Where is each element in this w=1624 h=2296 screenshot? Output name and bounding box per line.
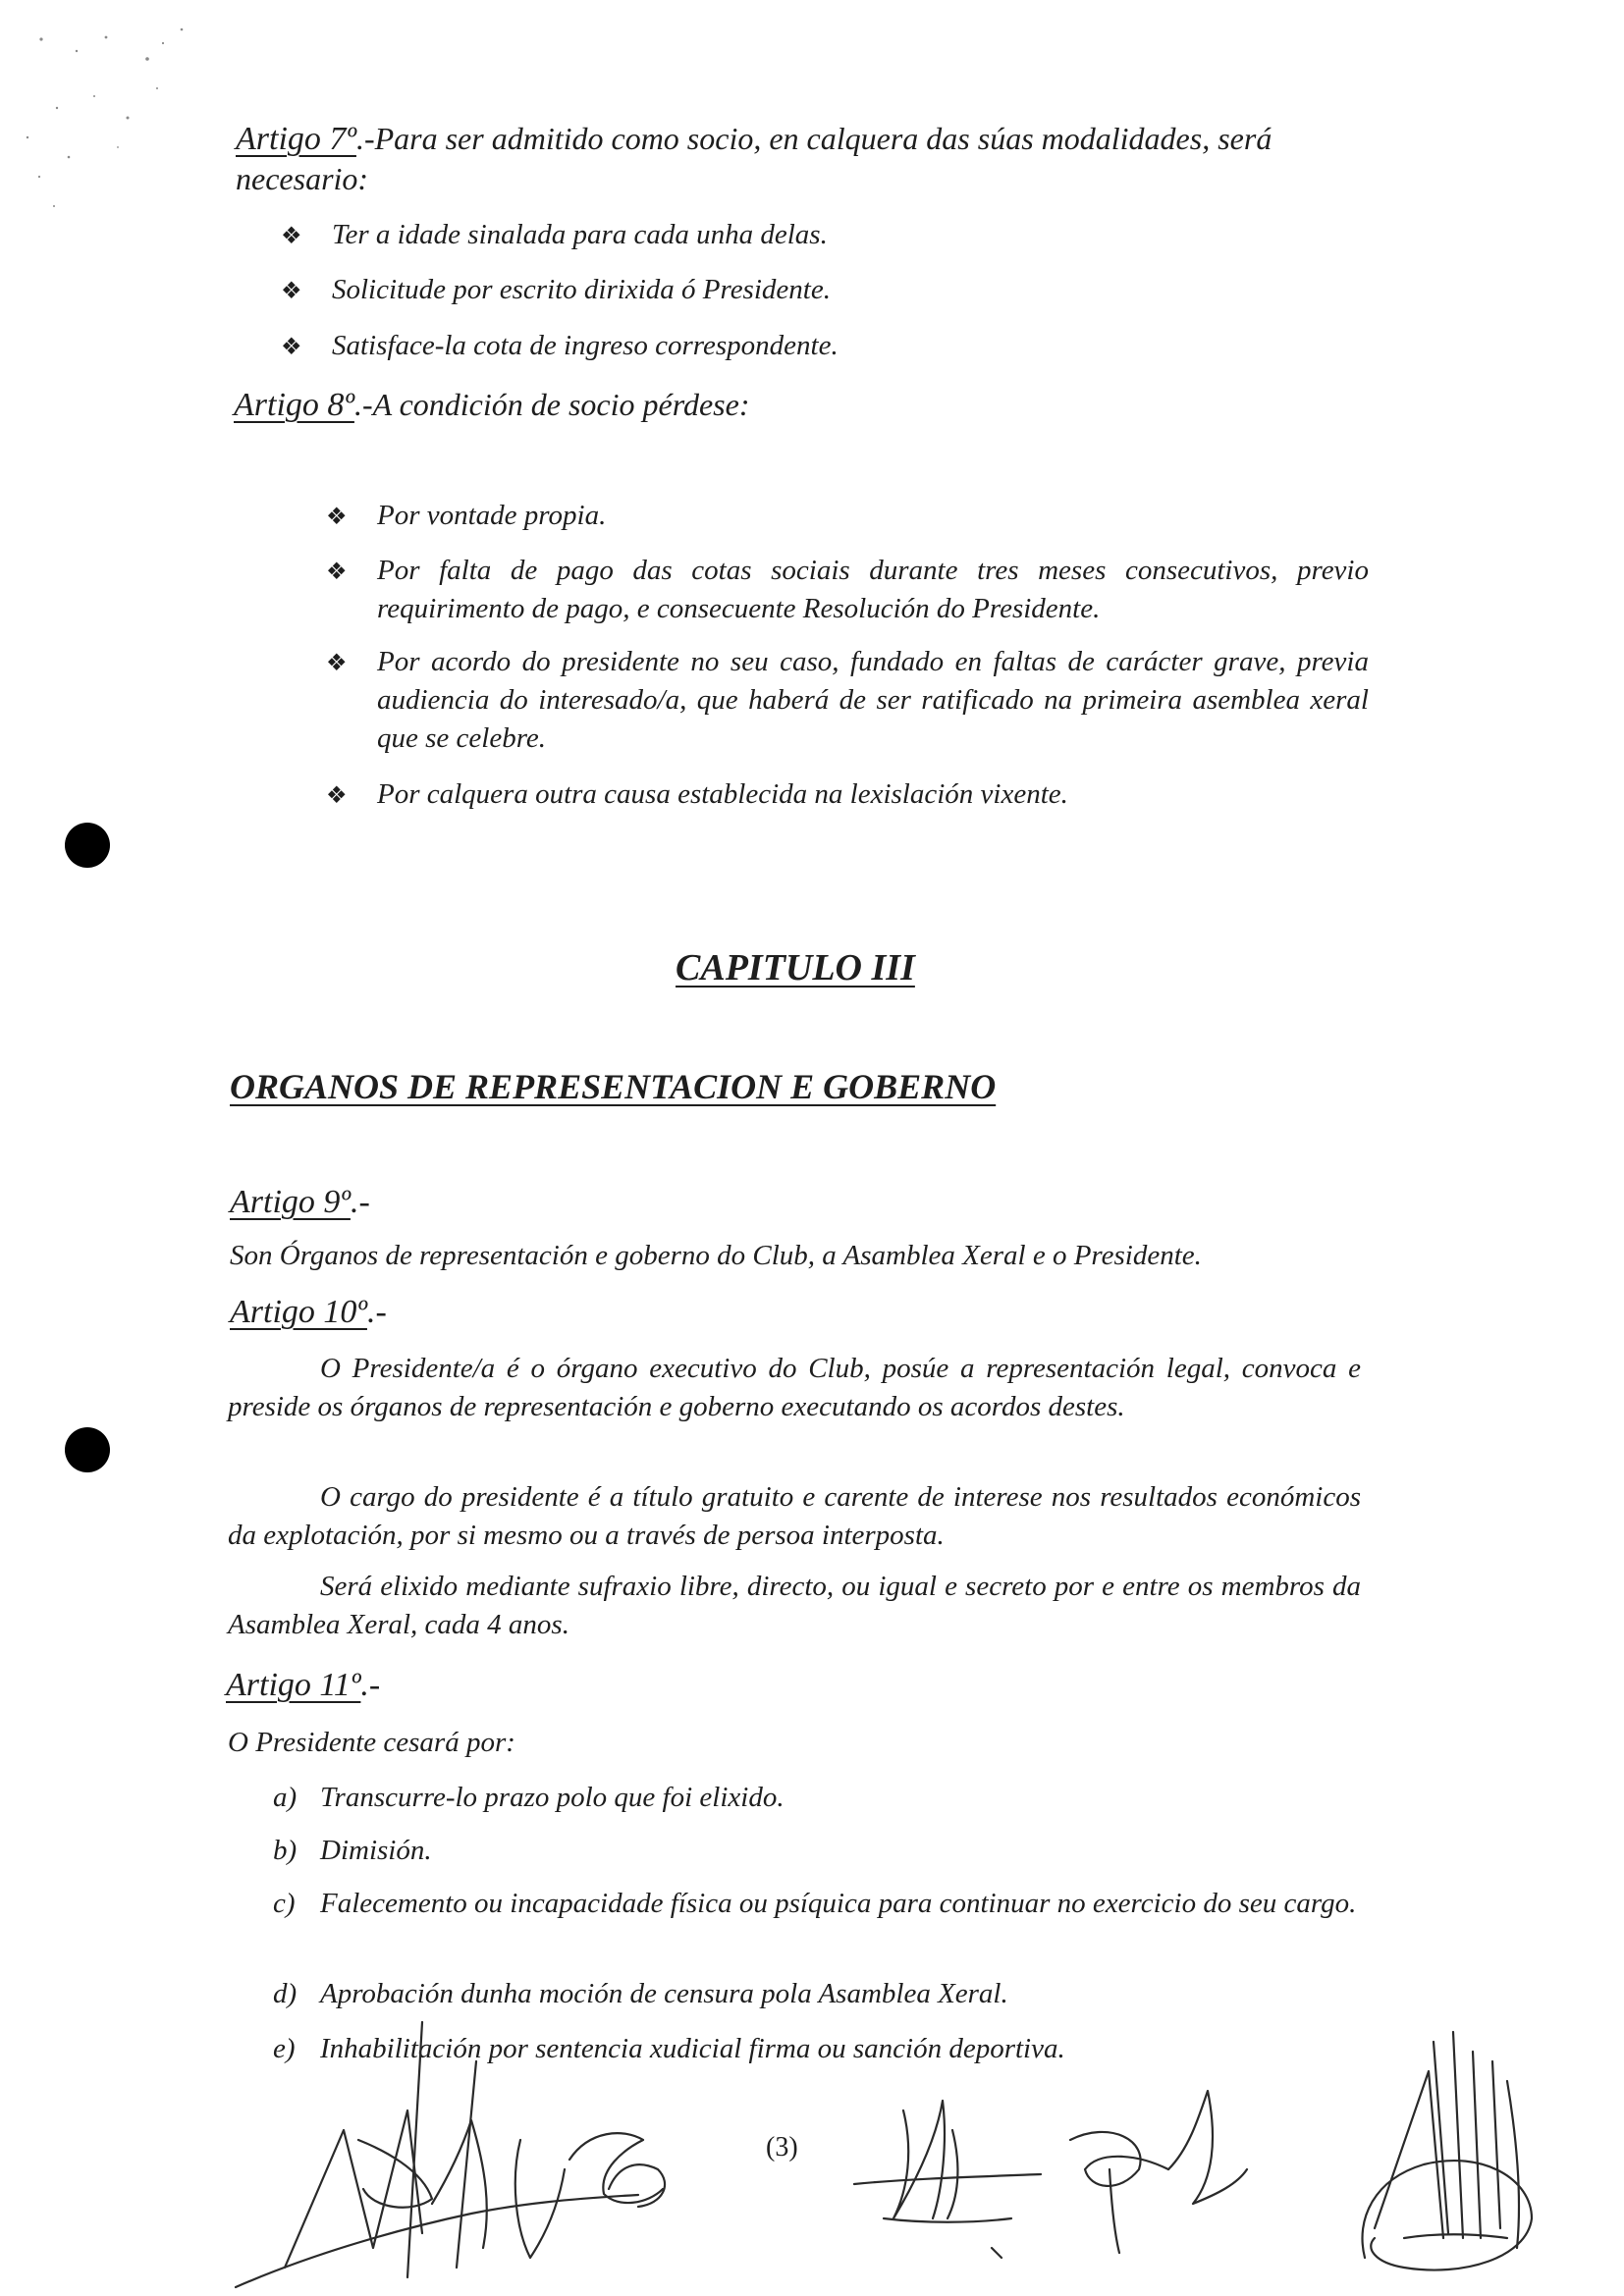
art10-paragraph-1: O Presidente/a é o órgano executivo do Club, posúe a representación legal, convoca e preside os órganos de representación e goberno executando os acordos destes. <box>228 1353 1361 1422</box>
section-title: ORGANOS DE REPRESENTACION E GOBERNO <box>230 1067 997 1106</box>
art11-item-b <box>273 1832 1361 1870</box>
art7-bullet-1-text: Ter a idade sinalada para cada unha delas. <box>332 219 828 250</box>
art11-item-a <box>273 1779 1361 1817</box>
art7-label: Artigo 7º <box>236 121 356 157</box>
art8-label: Artigo 8º <box>234 387 354 423</box>
art7-paragraph <box>236 120 1375 200</box>
art11-intro: O Presidente cesará por: <box>228 1727 515 1758</box>
art8-bullet-3 <box>326 643 1369 758</box>
art9-suffix: .- <box>350 1184 370 1220</box>
art8-bullet-1-text: Por vontade propia. <box>377 500 607 531</box>
signature-right <box>1335 2002 1551 2296</box>
art8-text: .-A condición de socio pérdese: <box>353 387 750 422</box>
art11-item-b-text: Dimisión. <box>320 1835 432 1866</box>
art10-paragraph-2: O cargo do presidente é a título gratuito e carente de interese nos resultados económicos da explotación, por si mesmo ou a través de persoa interposta. <box>228 1481 1361 1551</box>
art11-suffix: .- <box>360 1667 381 1703</box>
art10-label: Artigo 10º <box>230 1294 367 1330</box>
art7-text: .-Para ser admitido como socio, en calquera das súas modalidades, será necesario: <box>236 121 1272 196</box>
list-letter: c) <box>273 1888 296 1919</box>
page-number: (3) <box>766 2132 798 2163</box>
scan-specks <box>0 0 216 255</box>
art7-bullet-1 <box>281 216 1373 254</box>
art10-heading <box>230 1294 387 1331</box>
punch-hole-lower <box>65 1427 110 1472</box>
punch-hole-upper <box>65 823 110 868</box>
bullet-icon: ❖ <box>281 335 302 360</box>
art9-text: Son Órganos de representación e goberno do Club, a Asamblea Xeral e o Presidente. <box>230 1240 1202 1271</box>
art7-bullet-2 <box>281 271 1373 309</box>
art8-bullet-4-text: Por calquera outra causa establecida na lexislación vixente. <box>377 778 1068 810</box>
art11-item-d-text: Aprobación dunha moción de censura pola Asamblea Xeral. <box>320 1978 1008 2009</box>
art11-item-e-text: Inhabilitación por sentencia xudicial firma ou sanción deportiva. <box>320 2033 1065 2064</box>
bullet-icon: ❖ <box>326 505 348 530</box>
art11-label: Artigo 11º <box>226 1667 361 1703</box>
art7-bullet-2-text: Solicitude por escrito dirixida ó Presidente. <box>332 274 831 305</box>
art11-heading <box>226 1667 380 1704</box>
art8-bullet-4 <box>326 775 1369 814</box>
art9-label: Artigo 9º <box>230 1184 351 1220</box>
list-letter: d) <box>273 1978 298 2009</box>
art10-suffix: .- <box>366 1294 387 1330</box>
art7-bullet-3 <box>281 327 1373 365</box>
chapter-heading: CAPITULO III <box>676 947 915 988</box>
art8-bullet-1 <box>326 497 1369 535</box>
signature-middle <box>844 2022 1257 2296</box>
art11-item-c <box>273 1885 1361 1923</box>
art8-paragraph <box>234 386 1373 426</box>
bullet-icon: ❖ <box>326 651 348 676</box>
art8-bullet-2 <box>326 552 1369 628</box>
art8-bullet-3-text: Por acordo do presidente no seu caso, fundado en faltas de carácter grave, previa audiencia do interesado/a, que haberá de ser ratificado na primeira asemblea xeral que se celebre. <box>377 646 1369 754</box>
art7-bullet-3-text: Satisface-la cota de ingreso correspondente. <box>332 330 839 361</box>
list-letter: e) <box>273 2033 296 2064</box>
art11-item-c-text: Falecemento ou incapacidade física ou psíquica para continuar no exercicio do seu cargo. <box>320 1888 1357 1919</box>
bullet-icon: ❖ <box>326 560 348 585</box>
bullet-icon: ❖ <box>281 224 302 249</box>
bullet-icon: ❖ <box>326 783 348 809</box>
list-letter: a) <box>273 1782 298 1813</box>
bullet-icon: ❖ <box>281 279 302 304</box>
art10-paragraph-3: Será elixido mediante sufraxio libre, directo, ou igual e secreto por e entre os membros da Asamblea Xeral, cada 4 anos. <box>228 1571 1361 1640</box>
art8-bullet-2-text: Por falta de pago das cotas sociais durante tres meses consecutivos, previo requirimento de pago, e consecuente Resolución do Presidente. <box>377 555 1369 624</box>
art11-item-a-text: Transcurre-lo prazo polo que foi elixido. <box>320 1782 785 1813</box>
list-letter: b) <box>273 1835 298 1866</box>
art9-heading <box>230 1184 370 1221</box>
signature-left <box>226 2002 687 2296</box>
